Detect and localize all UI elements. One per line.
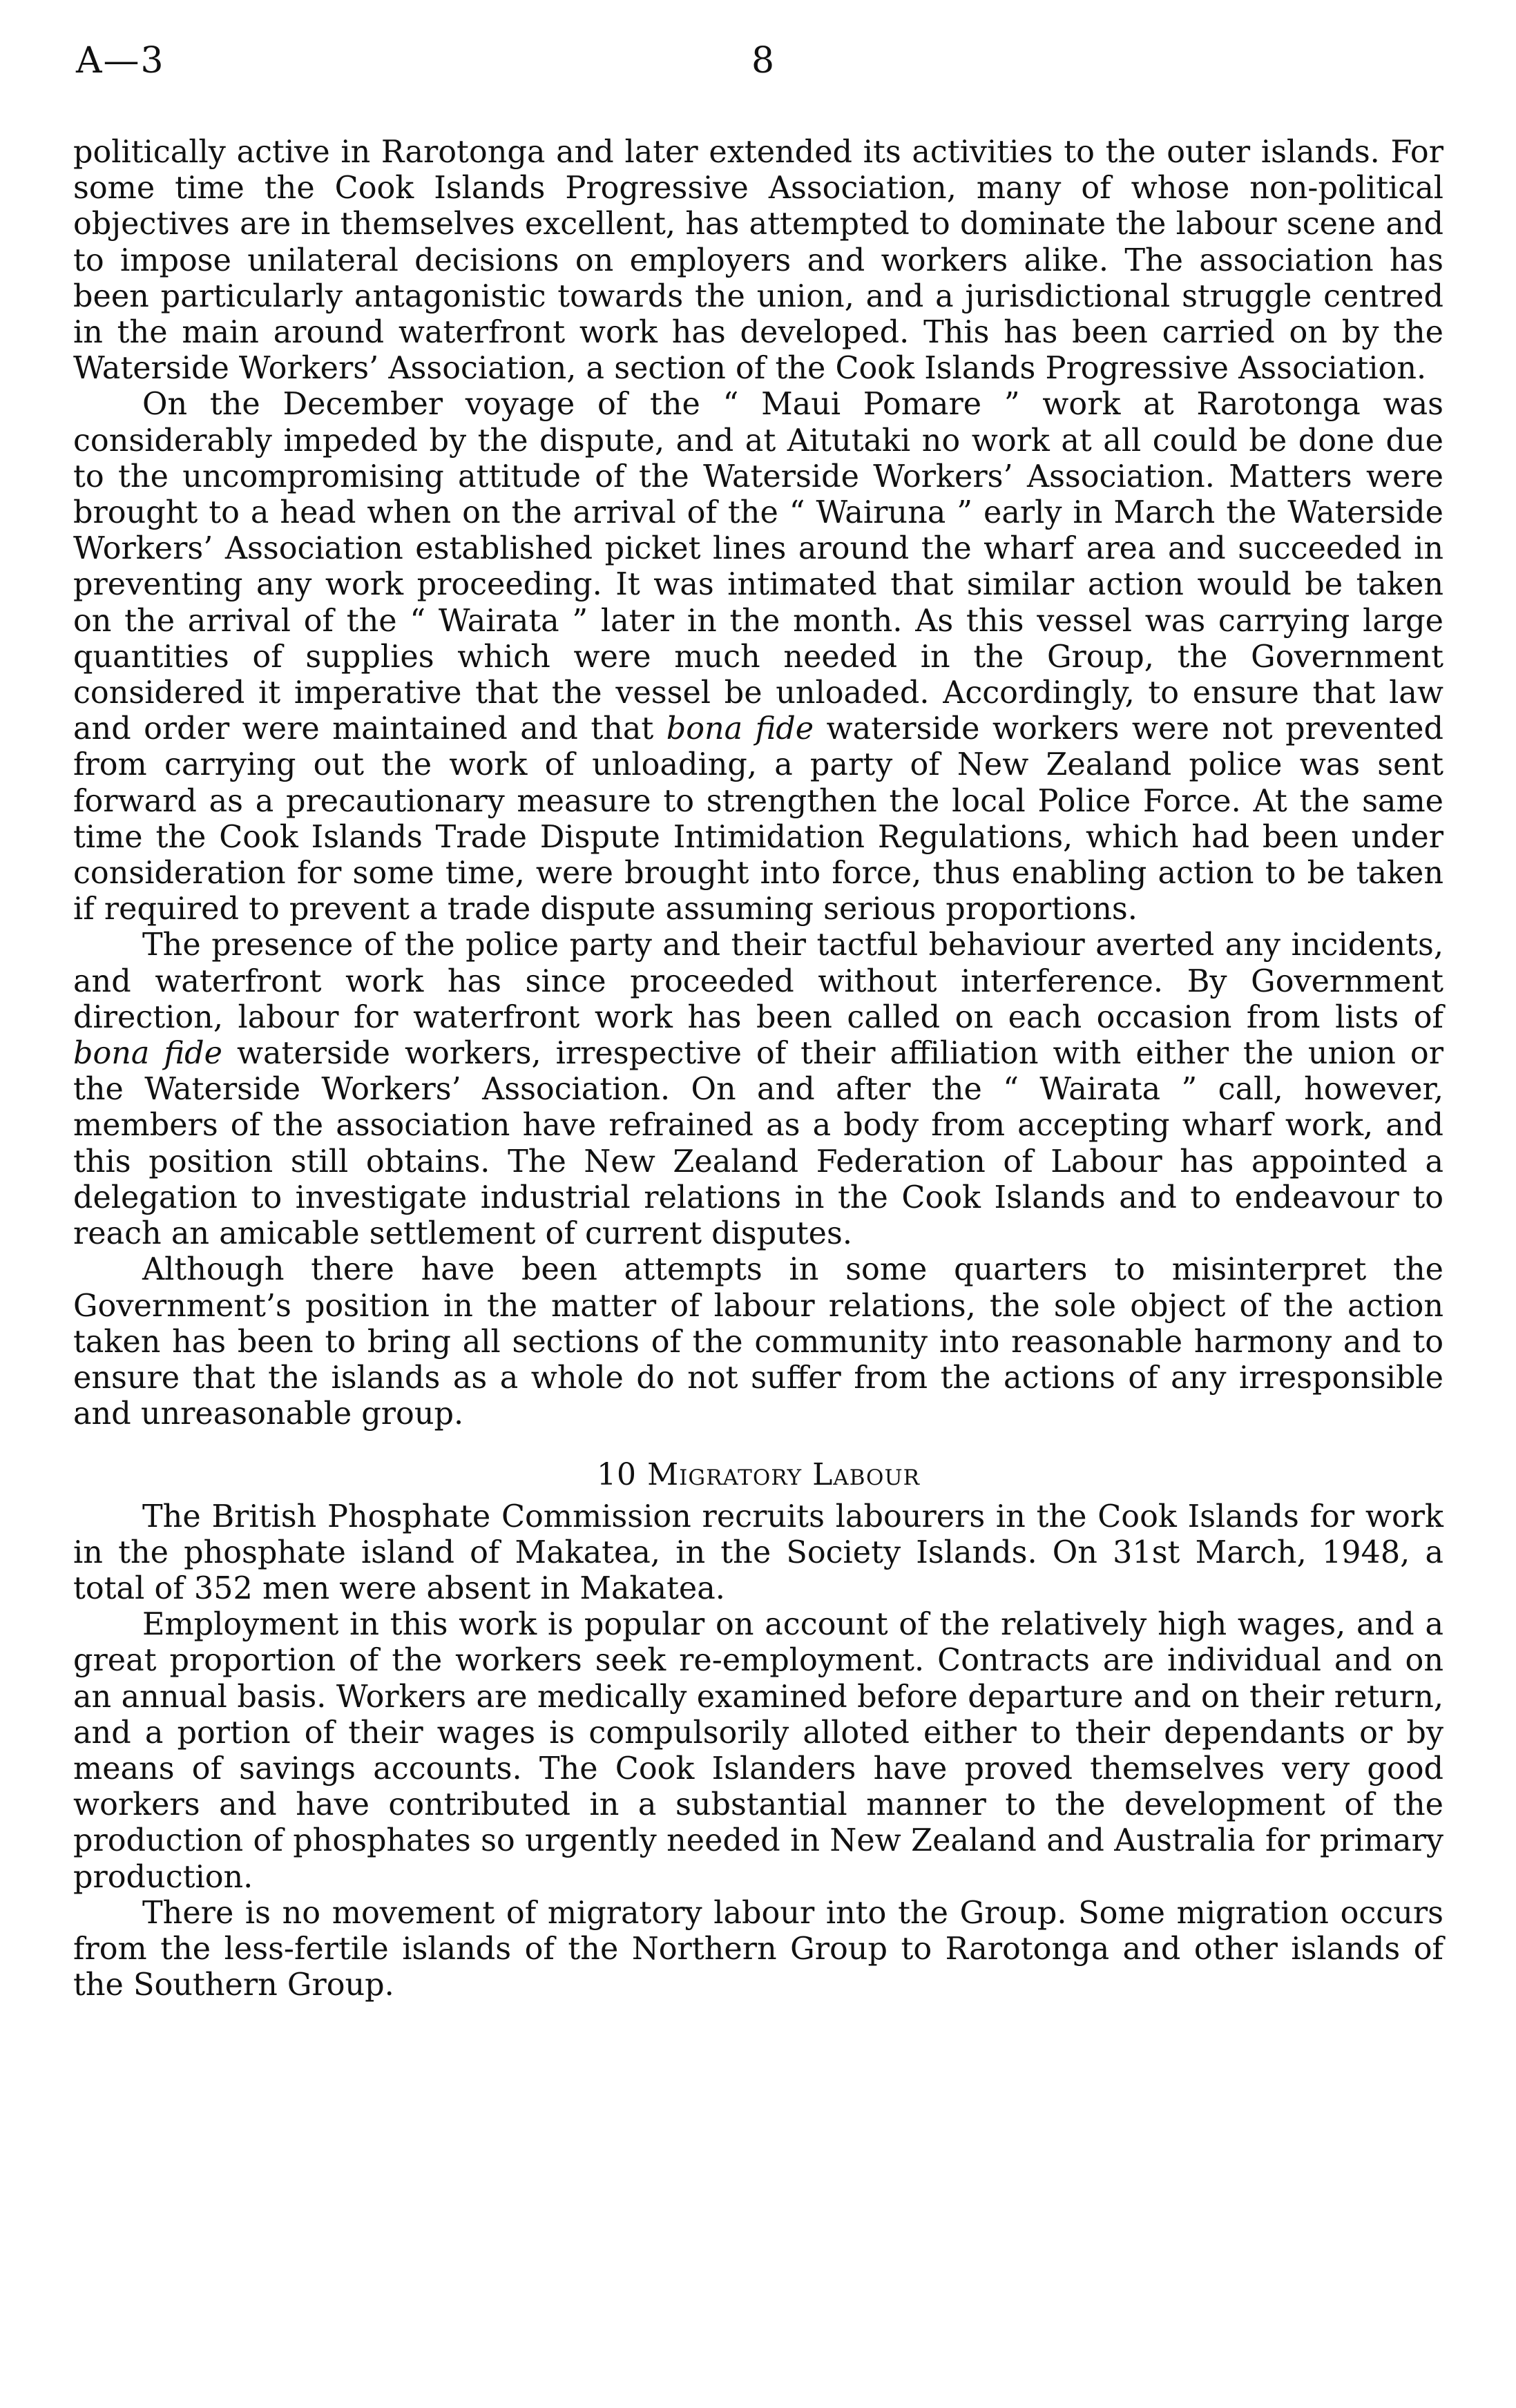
- paragraph-2: [73, 387, 1443, 927]
- section-title: Migratory Labour: [647, 1457, 920, 1493]
- document-body: [73, 135, 1443, 2003]
- paragraph-3-italic: bona fide: [73, 1036, 222, 1072]
- paragraph-2-part-b: waterside workers were not prevented from carrying out the work of unloading, a party of New Zealand police was sent forward as a precautionary measure to strengthen the local Police Force. At the same time the Cook Islands Trade Dispute Intimidation Regulations, which had been under consideration for some time, were brought into force, thus enabling action to be taken if required to prevent a trade dispute assuming serious proportions.: [73, 711, 1443, 927]
- section-paragraph-1: The British Phosphate Commission recruits labourers in the Cook Islands for work in the phosphate island of Makatea, in the Society Islands. On 31st March, 1948, a total of 352 men were absent in Makatea.: [73, 1499, 1443, 1606]
- paragraph-2-part-a: On the December voyage of the “ Maui Pomare ” work at Rarotonga was considerably impeded by the dispute, and at Aitutaki no work at all could be done due to the uncompromising attitude of the Waterside Workers’ Association. Matters were brought to a head when on the arrival of the “ Wairuna ” early in March the Waterside Workers’ Association established picket lines around the wharf area and succeeded in preventing any work proceeding. It was intimated that similar action would be taken on the arrival of the “ Wairata ” later in the month. As this vessel was carrying large quantities of supplies which were much needed in the Group, the Government considered it imperative that the vessel be unloaded. Accordingly, to ensure that law and order were maintained and that: [73, 387, 1443, 747]
- paragraph-3-part-a: The presence of the police party and their tactful behaviour averted any incidents, and waterfront work has since proceeded without interference. By Government direction, labour for waterfront work has been called on each occasion from lists of: [73, 927, 1443, 1035]
- paragraph-4: Although there have been attempts in some quarters to misinterpret the Government’s position in the matter of labour relations, the sole object of the action taken has been to bring all sections of the community into reasonable harmony and to ensure that the islands as a whole do not suffer from the actions of any irresponsible and unreasonable group.: [73, 1252, 1443, 1432]
- section-paragraph-3: There is no movement of migratory labour into the Group. Some migration occurs from the less-fertile islands of the Northern Group to Rarotonga and other islands of the Southern Group.: [73, 1895, 1443, 2003]
- section-paragraph-2: Employment in this work is popular on account of the relatively high wages, and a great proportion of the workers seek re-employment. Contracts are individual and on an annual basis. Workers are medically examined before departure and on their return, and a portion of their wages is compulsorily alloted either to their dependants or by means of savings accounts. The Cook Islanders have proved themselves very good workers and have contributed in a substantial manner to the development of the production of phosphates so urgently needed in New Zealand and Australia for primary production.: [73, 1607, 1443, 1895]
- section-heading: [73, 1457, 1443, 1493]
- paragraph-3-part-b: waterside workers, irrespective of their affiliation with either the union or the Waterside Workers’ Association. On and after the “ Wairata ” call, however, members of the association have refrained as a body from accepting wharf work, and this position still obtains. The New Zealand Federation of Labour has appointed a delegation to investigate industrial relations in the Cook Islands and to endeavour to reach an amicable settlement of current disputes.: [73, 1036, 1443, 1252]
- page-number: 8: [751, 40, 775, 81]
- paragraph-1: politically active in Rarotonga and later extended its activities to the outer islands. For some time the Cook Islands Progressive Association, many of whose non-political objectives are in themselves excellent, has attempted to dominate the labour scene and to impose unilateral decisions on employers and workers alike. The association has been particularly antagonistic towards the union, and a jurisdictional struggle centred in the main around waterfront work has developed. This has been carried on by the Waterside Workers’ Association, a section of the Cook Islands Progressive Association.: [73, 135, 1443, 387]
- page-header: [76, 40, 1443, 88]
- paragraph-2-italic: bona fide: [666, 711, 814, 747]
- page-id: A—3: [76, 40, 165, 81]
- paragraph-3: [73, 927, 1443, 1252]
- section-number: 10: [597, 1457, 637, 1493]
